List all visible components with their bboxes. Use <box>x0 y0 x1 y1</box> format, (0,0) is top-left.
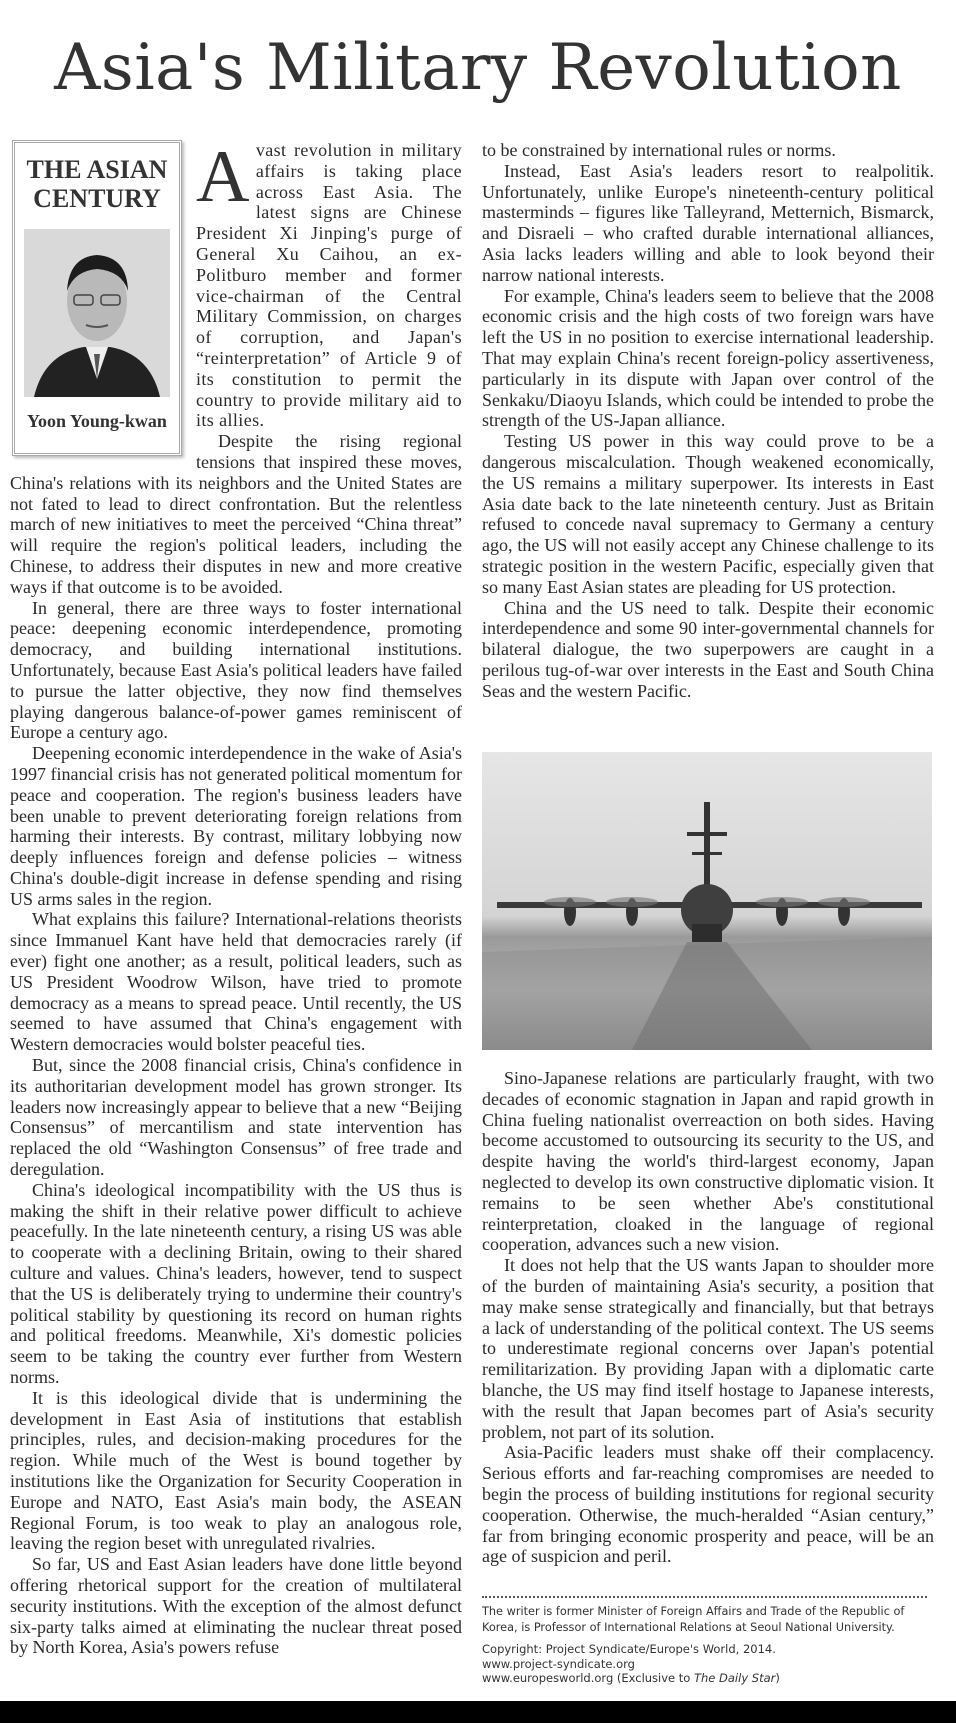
author-sidebar <box>12 140 182 456</box>
dotted-divider <box>482 1596 927 1598</box>
paragraph: China and the US need to talk. Despite their economic interdependence and some 90 inter-governmental channels for bilateral dialogue, the two superpowers are caught in a perilous tug-of-war over interests in the East and South China Seas and the western Pacific. <box>482 597 934 701</box>
paragraph: In general, there are three ways to foster international peace: deepening economic interdependence, promoting democracy, and building international institutions. Unfortunately, because East Asia's political leaders have failed to pursue the latter objective, they now find themselves playing dangerous balance-of-power games reminiscent of Europe a century ago. <box>10 597 462 743</box>
left-column <box>10 140 462 1702</box>
drop-cap: A <box>196 140 250 218</box>
publication-name: The Daily Star <box>693 1671 776 1685</box>
paragraph: to be constrained by international rules or norms. <box>482 140 836 160</box>
author-photo <box>24 229 170 397</box>
right-column-bottom <box>482 1068 934 1567</box>
paragraph: Testing US power in this way could prove to be a dangerous miscalculation. Though weakened economically, the US remains a military superpower. Its interests in East Asia date back to the late nineteenth century. Just as Britain refused to concede naval supremacy to Germany a century ago, the US will not easily accept any Chinese challenge to its strategic position in the western Pacific, especially given that so many East Asian states are pleading for US protection. <box>482 431 934 597</box>
paragraph: It does not help that the US wants Japan to shoulder more of the burden of maintaining Asia's security, a position that may make sense strategically and financially, but that betrays a lack of understanding of the political context. The US seems to underestimate regional concerns over Japan's potential remilitarization. By providing Japan with a diplomatic carte blanche, the US may find itself hostage to Japanese interests, with the result that Japan becomes part of Asia's security problem, not part of its solution. <box>482 1255 934 1442</box>
author-name: Yoon Young-kwan <box>27 411 167 431</box>
paren-close: ) <box>775 1671 780 1685</box>
bottom-black-bar <box>0 1701 956 1723</box>
series-title: THE ASIAN CENTURY <box>26 155 168 213</box>
paragraph: But, since the 2008 financial crisis, China's confidence in its authoritarian development model has grown stronger. Its leaders now increasingly appear to believe that a new “Beijing Consensus” of mercantilism and state intervention has replaced the old “Washington Consensus” of free trade and deregulation. <box>10 1055 462 1180</box>
right-column-top <box>482 140 934 702</box>
paragraph: Despite the rising regional tensions that inspired these moves, China's relations with its neighbors and the United States are not fated to lead to direct confrontation. But the relentless march of new initiatives to meet the perceived “China threat” will require the region's political leaders, including the Chinese, to address their disputes in new and more creative ways if that outcome is to be avoided. <box>10 431 462 597</box>
article-footer <box>482 1596 934 1686</box>
military-aircraft-photo <box>482 752 932 1050</box>
headline: Asia's Military Revolution <box>54 31 902 105</box>
paragraph: So far, US and East Asian leaders have done little beyond offering rhetorical support for the creation of multilateral security institutions. With the exception of the almost defunct six-party talks aimed at eliminating the nuclear threat posed by North Korea, Asia's powers refuse <box>10 1554 462 1658</box>
copyright: Copyright: Project Syndicate/Europe's World, 2014. <box>482 1642 776 1656</box>
paragraph: Sino-Japanese relations are particularly fraught, with two decades of economic stagnation in Japan and rapid growth in China fueling nationalist overreaction on both sides. Having become accustomed to outsourcing its security to the US, and despite having the world's third-largest economy, Japan neglected to develop its own constructive diplomatic vision. It remains to be seen whether Abe's constitutional reinterpretation, cloaked in the language of regional cooperation, advances such a new vision. <box>482 1068 934 1255</box>
paragraph: It is this ideological divide that is undermining the development in East Asia of institutions that establish principles, rules, and decision-making procedures for the region. While much of the West is bound together by institutions like the Organization for Security Cooperation in Europe and NATO, East Asia's main body, the ASEAN Regional Forum, is too weak to play an analogous role, leaving the region beset with unregulated rivalries. <box>10 1387 462 1554</box>
paragraph: Asia-Pacific leaders must shake off their complacency. Serious efforts and far-reaching compromises are needed to begin the process of building institutions for regional security cooperation. Otherwise, the much-heralded “Asian century,” far from bringing economic prosperity and peace, will be an age of suspicion and peril. <box>482 1442 934 1567</box>
url-project-syndicate: www.project-syndicate.org <box>482 1656 635 1671</box>
paragraph: What explains this failure? International-relations theorists since Immanuel Kant have held that democracies rarely (if ever) fight one another; as a result, political leaders, such as US President Woodrow Wilson, have tried to promote democracy as a means to spread peace. Until recently, the US seemed to have assumed that China's engagement with Western democracies would bolster peaceful ties. <box>10 909 462 1055</box>
paragraph: For example, China's leaders seem to believe that the 2008 economic crisis and the high costs of two foreign wars have left the US in no position to exercise international leadership. That may explain China's recent foreign-policy assertiveness, particularly in its dispute with Japan over control of the Senkaku/Diaoyu Islands, which could be intended to probe the strength of the US-Japan alliance. <box>482 285 934 431</box>
copyright-block <box>482 1642 934 1686</box>
url-europesworld: www.europesworld.org (Exclusive to <box>482 1671 694 1685</box>
paragraph: China's ideological incompatibility with the US thus is making the shift in their relative power difficult to achieve peacefully. In the late nineteenth century, a rising US was able to cooperate with a declining Britain, owing to their shared culture and values. China's leaders, however, tend to suspect that the US is deliberately trying to undermine their country's political stability by questioning its record on human rights and political freedoms. Meanwhile, Xi's domestic policies seem to be taking the country ever further from Western norms. <box>10 1179 462 1388</box>
paragraph: Avast revolution in military affairs is taking place across East Asia. The latest signs are Chinese President Xi Jinping's purge of General Xu Caihou, an ex-Politburo member and former vice-chairman of the Central Military Commission, on charges of corruption, and Japan's “reinterpretation” of Article 9 of its constitution to permit the country to provide military aid to its allies. <box>196 140 462 431</box>
paragraph: Deepening economic interdependence in the wake of Asia's 1997 financial crisis has not generated political momentum for peace and cooperation. The region's business leaders have been unable to prevent deteriorating foreign relations from harming their interests. By contrast, military lobbying now deeply influences foreign and defense policies – witness China's double-digit increase in defense spending and rising US arms sales in the region. <box>10 743 462 909</box>
paragraph: Instead, East Asia's leaders resort to realpolitik. Unfortunately, unlike Europe's nineteenth-century political masterminds – figures like Talleyrand, Metternich, Bismarck, and Disraeli – who crafted durable international alliances, Asia lacks leaders willing and able to look beyond their narrow national interests. <box>482 160 934 285</box>
author-bio: The writer is former Minister of Foreign Affairs and Trade of the Republic of Korea, is Professor of International Relations at Seoul National University. <box>482 1605 905 1634</box>
